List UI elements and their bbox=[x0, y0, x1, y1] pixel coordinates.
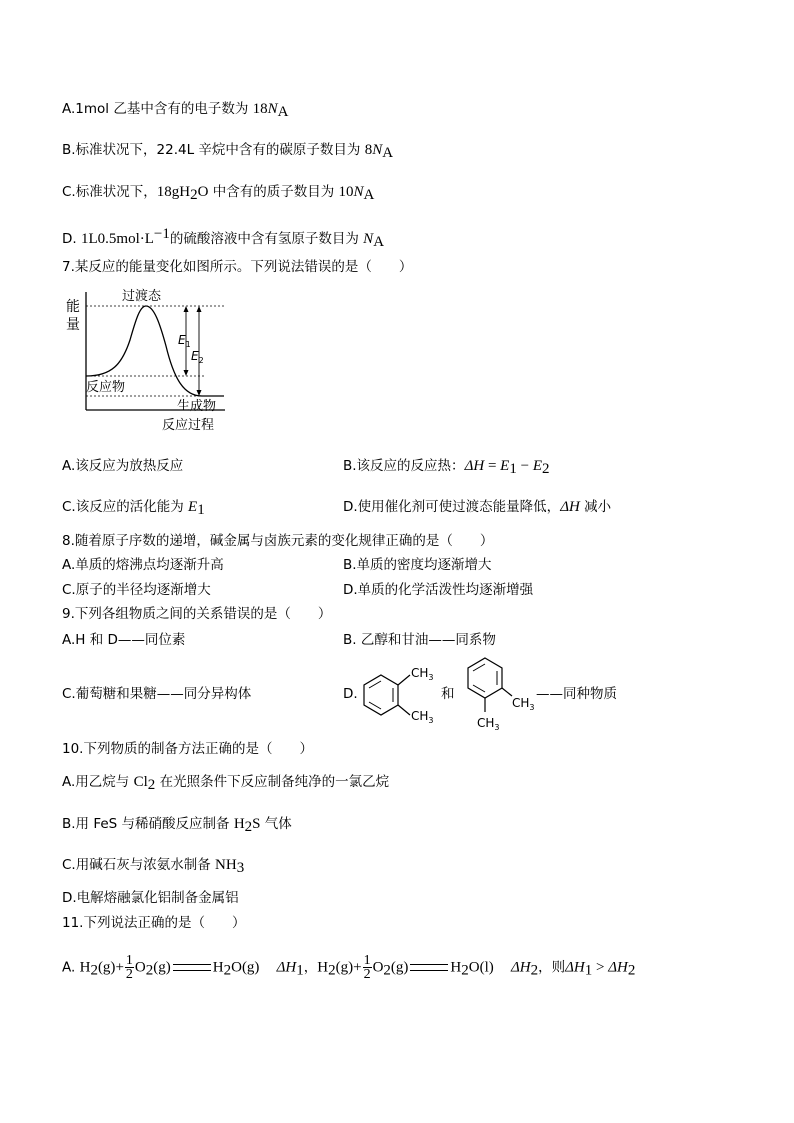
equals-arrow-2 bbox=[410, 964, 448, 971]
q9-option-d-prefix: D. bbox=[343, 686, 358, 702]
transition-state-label: 过渡态 bbox=[122, 289, 162, 304]
q10-stem: 10.下列物质的制备方法正确的是（ ） bbox=[62, 741, 313, 757]
q11-stem: 11.下列说法正确的是（ ） bbox=[62, 915, 246, 931]
q10-option-a: A.用乙烷与 $Cl_2$ 在光照条件下反应制备纯净的一氯乙烷 bbox=[62, 774, 390, 793]
q9-option-a: A.H 和 D——同位素 bbox=[62, 632, 186, 648]
q7-option-c: C.该反应的活化能为 $E_1$ bbox=[62, 499, 205, 518]
fraction-half-2: $\frac{1}{2}$ bbox=[363, 953, 371, 982]
q8-stem: 8.随着原子序数的递增，碱金属与卤族元素的变化规律正确的是（ ） bbox=[62, 533, 494, 549]
q7-option-b: B.该反应的反应热：$\Delta H = E_1 - E_2$ bbox=[343, 458, 550, 477]
e2-label: $E_2$ bbox=[191, 349, 204, 365]
reactant-label: 反应物 bbox=[86, 380, 126, 395]
svg-text:CH3: $CH_3$ bbox=[411, 709, 434, 725]
x-axis-label: 反应过程 bbox=[162, 418, 215, 433]
q6-option-b: B.标准状况下，22.4L 辛烷中含有的碳原子数目为 $8N_A$ bbox=[62, 142, 394, 161]
y-axis-label-2: 量 bbox=[66, 317, 80, 333]
q11-option-a: A. $H_2(g)+$ $\frac{1}{2}$ $O_2(g)$ $H_2O(g)$ $\Delta H_1$，$H_2(g)+$ $\frac{1}{2}$ $O_2(g)$ $H_2O(l)$ $\Delta H_2$，则$\Delta H_1 > \Delta H_2$ bbox=[62, 953, 636, 982]
q9-option-d-and: 和 bbox=[441, 686, 455, 702]
svg-text:CH3: $CH_3$ bbox=[411, 666, 434, 682]
q7-option-a: A.该反应为放热反应 bbox=[62, 458, 184, 474]
q10-option-c: C.用碱石灰与浓氨水制备 $NH_3$ bbox=[62, 857, 245, 876]
q8-option-b: B.单质的密度均逐渐增大 bbox=[343, 557, 492, 573]
svg-text:CH3: $CH_3$ bbox=[477, 716, 500, 732]
equals-arrow-1 bbox=[173, 964, 211, 971]
ortho-xylene-structure-2 bbox=[460, 650, 540, 735]
q9-option-b: B. 乙醇和甘油——同系物 bbox=[343, 632, 496, 648]
q10-option-d: D.电解熔融氯化铝制备金属铝 bbox=[62, 890, 239, 906]
q8-option-d: D.单质的化学活泼性均逐渐增强 bbox=[343, 582, 534, 598]
q6-option-a: A.1mol 乙基中含有的电子数为 $18N_A$ bbox=[62, 101, 289, 120]
energy-diagram bbox=[62, 284, 232, 436]
q9-option-d-suffix: ——同种物质 bbox=[536, 686, 617, 702]
q6-option-c: C.标准状况下，$18gH_2O$ 中含有的质子数目为 $10N_A$ bbox=[62, 184, 375, 203]
svg-text:CH3: $CH_3$ bbox=[512, 696, 535, 712]
q8-option-a: A.单质的熔沸点均逐渐升高 bbox=[62, 557, 224, 573]
q9-stem: 9.下列各组物质之间的关系错误的是（ ） bbox=[62, 606, 332, 622]
q8-option-c: C.原子的半径均逐渐增大 bbox=[62, 582, 211, 598]
q10-option-b: B.用 FeS 与稀硝酸反应制备 $H_2S$ 气体 bbox=[62, 816, 292, 835]
y-axis-label-1: 能 bbox=[66, 299, 80, 315]
ortho-xylene-structure-1 bbox=[355, 660, 445, 730]
product-label: 生成物 bbox=[177, 399, 217, 414]
q7-stem: 7.某反应的能量变化如图所示。下列说法错误的是（ ） bbox=[62, 259, 413, 275]
q7-option-d: D.使用催化剂可使过渡态能量降低，ΔH 减小 bbox=[343, 499, 612, 515]
q9-option-c: C.葡萄糖和果糖——同分异构体 bbox=[62, 686, 252, 702]
q6-option-d: D. $1L0.5mol\cdot L^{-1}$的硫酸溶液中含有氢原子数目为 $N_A$ bbox=[62, 226, 385, 250]
e1-label: $E_1$ bbox=[178, 333, 191, 349]
fraction-half-1: $\frac{1}{2}$ bbox=[125, 953, 133, 982]
